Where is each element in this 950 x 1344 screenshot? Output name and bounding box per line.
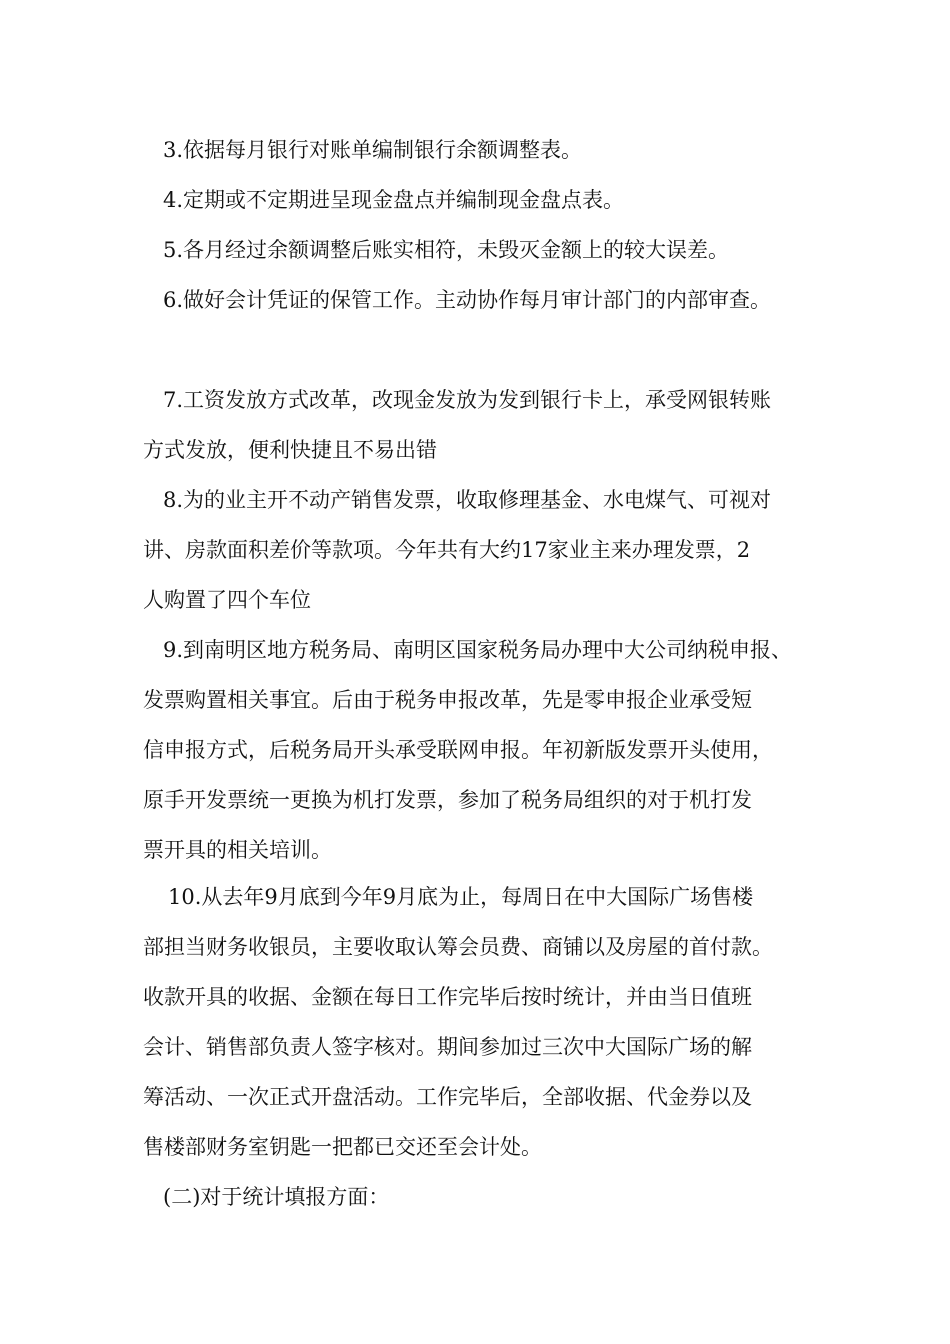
text-line: 7.工资发放方式改革，改现金发放为发到银行卡上，承受网银转账 [163,388,772,412]
text-line: 原手开发票统一更换为机打发票，参加了税务局组织的对于机打发 [143,788,752,812]
paragraph-item-10 [143,872,823,1172]
text-line: 6.做好会计凭证的保管工作。主动协作每月审计部门的内部审查。 [163,288,772,312]
paragraph-item-4 [143,175,843,225]
text-line: 人购置了四个车位 [143,588,311,612]
text-line: 方式发放，便利快捷且不易出错 [143,438,437,462]
text-line: 售楼部财务室钥匙一把都已交还至会计处。 [143,1135,542,1159]
paragraph-item-8 [143,475,823,625]
paragraph-item-7 [143,375,823,475]
paragraph-item-9 [143,625,823,875]
paragraph-item-6 [143,275,843,325]
text-line: 筹活动、一次正式开盘活动。工作完毕后，全部收据、代金券以及 [143,1085,752,1109]
text-line: 收款开具的收据、金额在每日工作完毕后按时统计，并由当日值班 [143,985,752,1009]
text-line: 票开具的相关培训。 [143,838,332,862]
paragraph-item-5 [143,225,843,275]
section-heading-statistics [143,1172,843,1222]
text-line: 发票购置相关事宜。后由于税务申报改革，先是零申报企业承受短 [143,688,752,712]
text-line: 9.到南明区地方税务局、南明区国家税务局办理中大公司纳税申报、 [163,638,793,662]
text-line: 部担当财务收银员，主要收取认筹会员费、商铺以及房屋的首付款。 [143,935,773,959]
text-line: (二)对于统计填报方面： [163,1185,390,1209]
text-line: 会计、销售部负责人签字核对。期间参加过三次中大国际广场的解 [143,1035,752,1059]
text-line: 讲、房款面积差价等款项。今年共有大约17家业主来办理发票，2 [143,538,751,562]
text-line: 信申报方式，后税务局开头承受联网申报。年初新版发票开头使用， [143,738,773,762]
text-line: 4.定期或不定期进呈现金盘点并编制现金盘点表。 [163,188,625,212]
text-line: 3.依据每月银行对账单编制银行余额调整表。 [163,138,583,162]
text-line: 5.各月经过余额调整后账实相符，未毁灭金额上的较大误差。 [163,238,730,262]
paragraph-item-3 [143,125,843,175]
text-line: 8.为的业主开不动产销售发票，收取修理基金、水电煤气、可视对 [163,488,772,512]
text-line: 10.从去年9月底到今年9月底为止，每周日在中大国际广场售楼 [168,885,754,909]
